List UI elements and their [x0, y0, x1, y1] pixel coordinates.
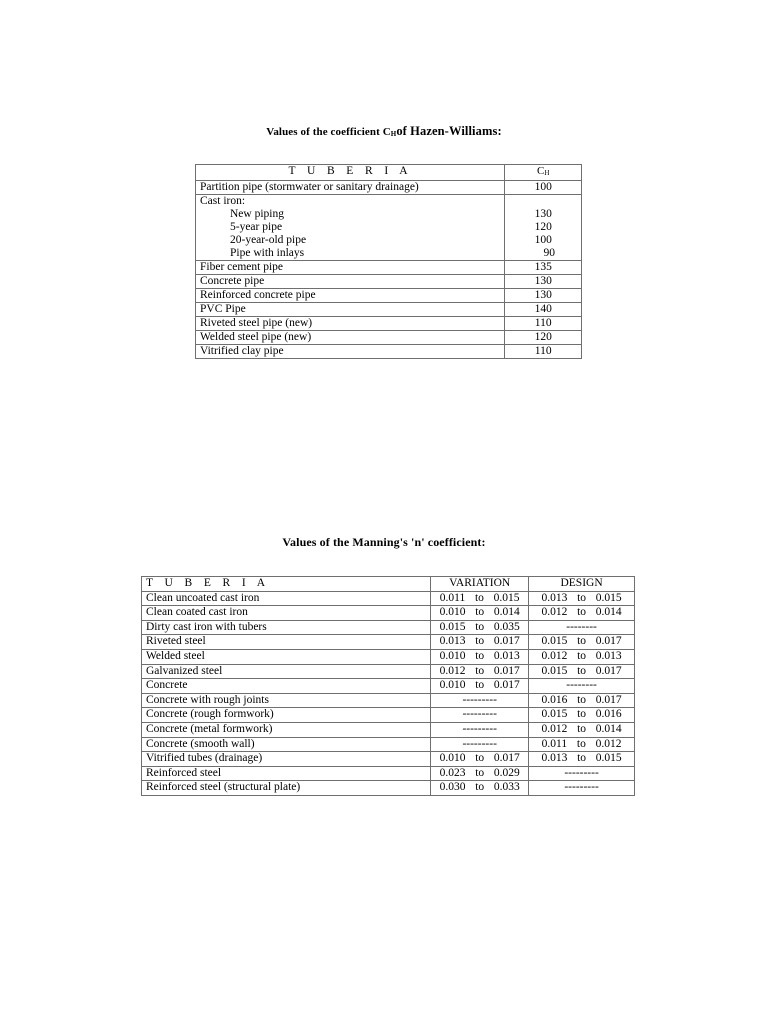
table-header-row	[196, 165, 582, 181]
header-ch	[505, 165, 582, 181]
row-name: Concrete pipe	[196, 275, 505, 289]
cast-iron-cell	[196, 195, 505, 261]
table-row	[142, 635, 635, 650]
row-name: Welded steel	[142, 649, 431, 664]
row-design: 0.015 to 0.016	[529, 708, 635, 723]
hazen-williams-table	[195, 164, 582, 359]
manning-table-body	[142, 591, 635, 795]
row-name: Reinforced concrete pipe	[196, 289, 505, 303]
row-design: 0.013 to 0.015	[529, 752, 635, 767]
row-design: 0.012 to 0.013	[529, 649, 635, 664]
row-design: 0.012 to 0.014	[529, 722, 635, 737]
row-value: 140	[505, 303, 582, 317]
table1-caption-part2: of Hazen-Williams:	[396, 124, 502, 138]
row-variation: 0.030 to 0.033	[431, 781, 529, 796]
table-row	[142, 752, 635, 767]
row-design: 0.011 to 0.012	[529, 737, 635, 752]
table-row	[196, 317, 582, 331]
header-tuberia: T U B E R I A	[196, 165, 505, 181]
row-variation: 0.010 to 0.014	[431, 606, 529, 621]
cast-iron-value: 100	[534, 234, 552, 246]
table-row	[142, 722, 635, 737]
cast-iron-item: 20-year-old pipe	[230, 234, 307, 246]
row-name: Concrete (rough formwork)	[142, 708, 431, 723]
row-name: Galvanized steel	[142, 664, 431, 679]
manning-n-table	[141, 576, 635, 796]
row-variation: 0.023 to 0.029	[431, 766, 529, 781]
row-name: Concrete (smooth wall)	[142, 737, 431, 752]
row-variation: ---------	[431, 722, 529, 737]
row-name: Welded steel pipe (new)	[196, 331, 505, 345]
row-design: 0.013 to 0.015	[529, 591, 635, 606]
table2-caption: Values of the Manning's 'n' coefficient:	[282, 535, 486, 549]
table-row	[142, 591, 635, 606]
row-name: Partition pipe (stormwater or sanitary drainage)	[196, 181, 505, 195]
cast-iron-value: 130	[534, 208, 552, 220]
row-design: --------	[529, 679, 635, 694]
row-name: Dirty cast iron with tubers	[142, 620, 431, 635]
cast-iron-item: 5-year pipe	[230, 221, 283, 233]
table-row	[142, 693, 635, 708]
row-design: 0.015 to 0.017	[529, 635, 635, 650]
row-name: Reinforced steel	[142, 766, 431, 781]
table-row	[142, 664, 635, 679]
row-name: Clean coated cast iron	[142, 606, 431, 621]
table-row	[142, 737, 635, 752]
cast-iron-label: Cast iron:	[200, 195, 246, 207]
row-variation: ---------	[431, 737, 529, 752]
table-row	[196, 303, 582, 317]
row-design: 0.016 to 0.017	[529, 693, 635, 708]
cast-iron-values	[505, 195, 582, 261]
row-design: ---------	[529, 781, 635, 796]
row-name: PVC Pipe	[196, 303, 505, 317]
table1-caption-subscript: H	[390, 130, 397, 138]
row-variation: ---------	[431, 693, 529, 708]
row-value: 110	[505, 345, 582, 359]
header-tuberia: T U B E R I A	[142, 577, 431, 592]
table1-caption	[0, 124, 768, 139]
row-variation: 0.010 to 0.013	[431, 649, 529, 664]
cast-iron-value: 90	[543, 247, 555, 259]
row-value: 100	[505, 181, 582, 195]
table-row	[142, 766, 635, 781]
cast-iron-value: 120	[534, 221, 552, 233]
row-design: --------	[529, 620, 635, 635]
row-name: Vitrified tubes (drainage)	[142, 752, 431, 767]
row-value: 135	[505, 261, 582, 275]
row-design: 0.015 to 0.017	[529, 664, 635, 679]
row-value: 120	[505, 331, 582, 345]
table-row	[196, 181, 582, 195]
table-row	[142, 708, 635, 723]
row-name: Fiber cement pipe	[196, 261, 505, 275]
table-row	[142, 781, 635, 796]
row-variation: 0.013 to 0.017	[431, 635, 529, 650]
row-variation: ---------	[431, 708, 529, 723]
row-name: Concrete with rough joints	[142, 693, 431, 708]
row-design: ---------	[529, 766, 635, 781]
cast-iron-item: Pipe with inlays	[230, 247, 305, 259]
table-row	[142, 679, 635, 694]
table-row	[142, 620, 635, 635]
header-design: DESIGN	[529, 577, 635, 592]
row-value: 130	[505, 275, 582, 289]
header-ch-main: C	[536, 165, 545, 177]
row-value: 130	[505, 289, 582, 303]
row-name: Riveted steel	[142, 635, 431, 650]
row-value: 110	[505, 317, 582, 331]
row-variation: 0.012 to 0.017	[431, 664, 529, 679]
row-name: Reinforced steel (structural plate)	[142, 781, 431, 796]
cast-iron-item: New piping	[230, 208, 284, 220]
table-row-cast-iron	[196, 195, 582, 261]
row-design: 0.012 to 0.014	[529, 606, 635, 621]
table-row	[196, 289, 582, 303]
table-row	[196, 275, 582, 289]
row-variation: 0.010 to 0.017	[431, 752, 529, 767]
table-row	[142, 649, 635, 664]
table-header-row	[142, 577, 635, 592]
row-name: Concrete	[142, 679, 431, 694]
table-row	[196, 345, 582, 359]
row-variation: 0.011 to 0.015	[431, 591, 529, 606]
header-ch-subscript: H	[544, 169, 550, 177]
row-name: Riveted steel pipe (new)	[196, 317, 505, 331]
row-variation: 0.015 to 0.035	[431, 620, 529, 635]
row-variation: 0.010 to 0.017	[431, 679, 529, 694]
table-row	[196, 261, 582, 275]
row-name: Concrete (metal formwork)	[142, 722, 431, 737]
row-name: Vitrified clay pipe	[196, 345, 505, 359]
header-variation: VARIATION	[431, 577, 529, 592]
table-row	[196, 331, 582, 345]
table1-caption-part1: Values of the coefficient C	[266, 126, 391, 138]
row-name: Clean uncoated cast iron	[142, 591, 431, 606]
table-row	[142, 606, 635, 621]
